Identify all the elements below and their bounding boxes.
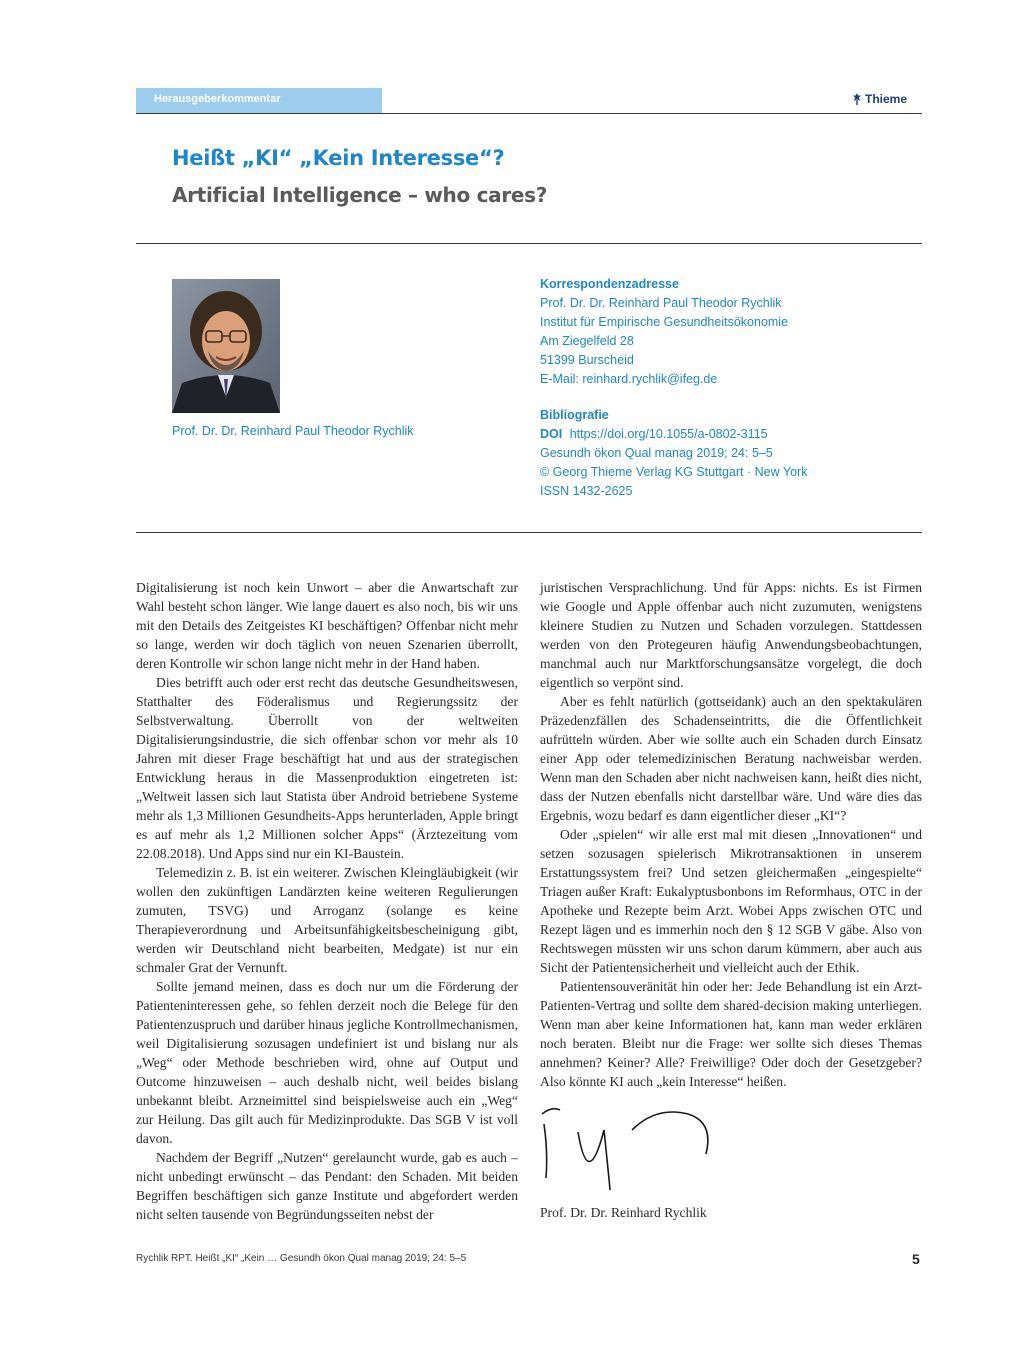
correspondence-line: Am Ziegelfeld 28 (540, 334, 634, 348)
photo-caption: Prof. Dr. Dr. Reinhard Paul Theodor Rychlik (172, 424, 414, 438)
correspondence-line: Prof. Dr. Dr. Reinhard Paul Theodor Rychlik (540, 296, 782, 310)
bibliography-line: ISSN 1432-2625 (540, 484, 633, 498)
correspondence-line: 51399 Burscheid (540, 353, 634, 367)
title-rule (136, 243, 922, 244)
signature-name: Prof. Dr. Dr. Reinhard Rychlik (540, 1205, 707, 1220)
handwritten-signature (538, 1102, 718, 1194)
section-label: Herausgeberkommentar (154, 93, 281, 105)
body-paragraph: juristischen Versprachlichung. Und für Apps: nichts. Es ist Firmen wie Google und Apple offenbar auch nicht zuzumuten, wenigstens kleinere Studien zu Nutzen und Schaden vorzulegen. Stattdessen werden von den Protegeuren häufig Anwendungsbeobachtungen, manchmal auch nur Marktforschungsansätze vorgelegt, die doch eigentlich so verpönt sind. (540, 580, 922, 690)
body-column-left (136, 578, 518, 1224)
bibliography-line: Gesundh ökon Qual manag 2019; 24: 5–5 (540, 446, 773, 460)
body-paragraph: Nachdem der Begriff „Nutzen“ gerelauncht wurde, gab es auch – nicht unbedingt erwünscht – das Pendant: den Schaden. Mit beiden Begriffen beschäftigen sich ganze Institute und abgefordert werden nicht selten tausende von Begründungsseiten nebst der (136, 1150, 518, 1222)
correspondence-block (540, 275, 788, 389)
body-paragraph: Sollte jemand meinen, dass es doch nur um die Förderung der Patienteninteressen gehe, so fehlen derzeit noch die Belege für den Patientenzuspruch und darüber hinaus jegliche Kontrollmechanismen, weil Digitalisierung sozusagen undefiniert ist und bislang nur als „Weg“ oder Methode beschrieben wird, ohne auf Output und Outcome hinzuweisen – auch deshalb nicht, weil beides bislang unbekannt bleibt. Arzneimittel sind beispielsweise auch ein „Weg“ zur Heilung. Das gilt auch für Medizinprodukte. Das SGB V ist voll davon. (136, 979, 518, 1146)
body-paragraph: Digitalisierung ist noch kein Unwort – aber die Anwartschaft zur Wahl besteht schon länger. Wie lange dauert es also noch, bis wir uns mit den Details des Zeitgeistes KI beschäftigen? Offenbar nicht mehr so lange, werden wir doch täglich von neuen Szenarien überrollt, deren Kontrolle wir schon lange nicht mehr in der Hand haben. (136, 580, 518, 671)
article-title-english: Artificial Intelligence – who cares? (172, 183, 548, 207)
publisher-logo (852, 92, 907, 106)
bibliography-block (540, 406, 807, 501)
correspondence-heading: Korrespondenzadresse (540, 277, 679, 291)
body-paragraph: Oder „spielen“ wir alle erst mal mit diesen „Innovationen“ und setzen sozusagen spielerisch Mikrotransaktionen in unserem Erstattungssystem frei? Und setzen gleichermaßen „eingespielte“ Triagen außer Kraft: Eukalyptusbonbons im Reformhaus, OTC in der Apotheke und Rezepte beim Arzt. Wobei Apps zwischen OTC und Rezept lägen und es immerhin noch den § 12 SGB V gäbe. Also von Rechtswegen müssten wir uns schon darum kümmern, aber auch aus Sicht der Patientensicherheit und vielleicht auch der Ethik. (540, 827, 922, 975)
footer-citation: Rychlik RPT. Heißt „KI“ „Kein … Gesundh ökon Qual manag 2019; 24: 5–5 (136, 1253, 467, 1264)
correspondence-line: Institut für Empirische Gesundheitsökonomie (540, 315, 789, 329)
body-paragraph: Dies betrifft auch oder erst recht das deutsche Gesundheitswesen, Statthalter des Föderalismus und Regierungssitz der Selbstverwaltung. Überrollt von der weltweiten Digitalisierungsindustrie, die sich offenbar schon vor mehr als 10 Jahren mit dieser Frage beschäftigt hat und aus der strategischen Entwicklung heraus in die Massenproduktion eingetreten ist: „Weltweit lassen sich laut Statista über Android betriebene Systeme mehr als 1,3 Millionen Gesundheits-Apps herunterladen, Apple bringt es auf mehr als 1,2 Millionen solcher Apps“ (Ärztezeitung vom 22.08.2018). Und Apps sind nur ein KI-Baustein. (136, 675, 518, 861)
thieme-emblem-icon (852, 93, 862, 105)
bibliography-heading: Bibliografie (540, 408, 609, 422)
body-paragraph: Telemedizin z. B. ist ein weiterer. Zwischen Kleingläubigkeit (wir wollen den zukünftigen Landärzten keine weiteren Regulierungen zumuten, TSVG) und Arroganz (solange es keine Therapieverordnung und Arbeitsunfähigkeitsbescheinigung gibt, werden wir Deutschland nicht bearbeiten, Medgate) ist nur ein schmaler Grat der Vernunft. (136, 865, 518, 975)
publisher-name: Thieme (865, 92, 908, 106)
body-paragraph: Patientensouveränität hin oder her: Jede Behandlung ist ein Arzt-Patienten-Vertrag und sollte dem shared-decision making unterliegen. Wenn man aber keine Informationen hat, kann man weder erklären noch beraten. Bleibt nur die Frage: wer sollte sich dieses Themas annehmen? Keiner? Alle? Freiwillige? Oder doch der Gesetzgeber? Also könnte KI auch „kein Interesse“ heißen. (540, 979, 922, 1089)
body-column-right (540, 578, 922, 1091)
page-number: 5 (912, 1251, 920, 1267)
header-rule (136, 113, 922, 114)
doi-link[interactable]: https://doi.org/10.1055/a-0802-3115 (569, 427, 768, 441)
section-label-band (136, 88, 382, 113)
article-title-german: Heißt „KI“ „Kein Interesse“? (172, 146, 505, 170)
author-photo (172, 279, 280, 413)
info-rule (136, 532, 922, 533)
body-paragraph: Aber es fehlt natürlich (gottseidank) auch an den spektakulären Präzedenzfällen des Schadenseintritts, die die Öffentlichkeit aufrütteln würden. Aber wie sollte auch ein Schaden durch Einsatz einer App oder telemedizinischen Beratung nachweisbar werden. Wenn man den Schaden aber nicht nachweisen kann, heißt dies nicht, dass der Nutzen ebenfalls nicht darstellbar wäre. Und wäre dies das Ergebnis, wozu bedarf es dann eigentlicher dieser „KI“? (540, 694, 922, 823)
correspondence-email[interactable]: E-Mail: reinhard.rychlik@ifeg.de (540, 372, 718, 386)
bibliography-line: © Georg Thieme Verlag KG Stuttgart · New York (540, 465, 808, 479)
doi-label: DOI (540, 427, 563, 441)
doi-line (540, 425, 807, 444)
